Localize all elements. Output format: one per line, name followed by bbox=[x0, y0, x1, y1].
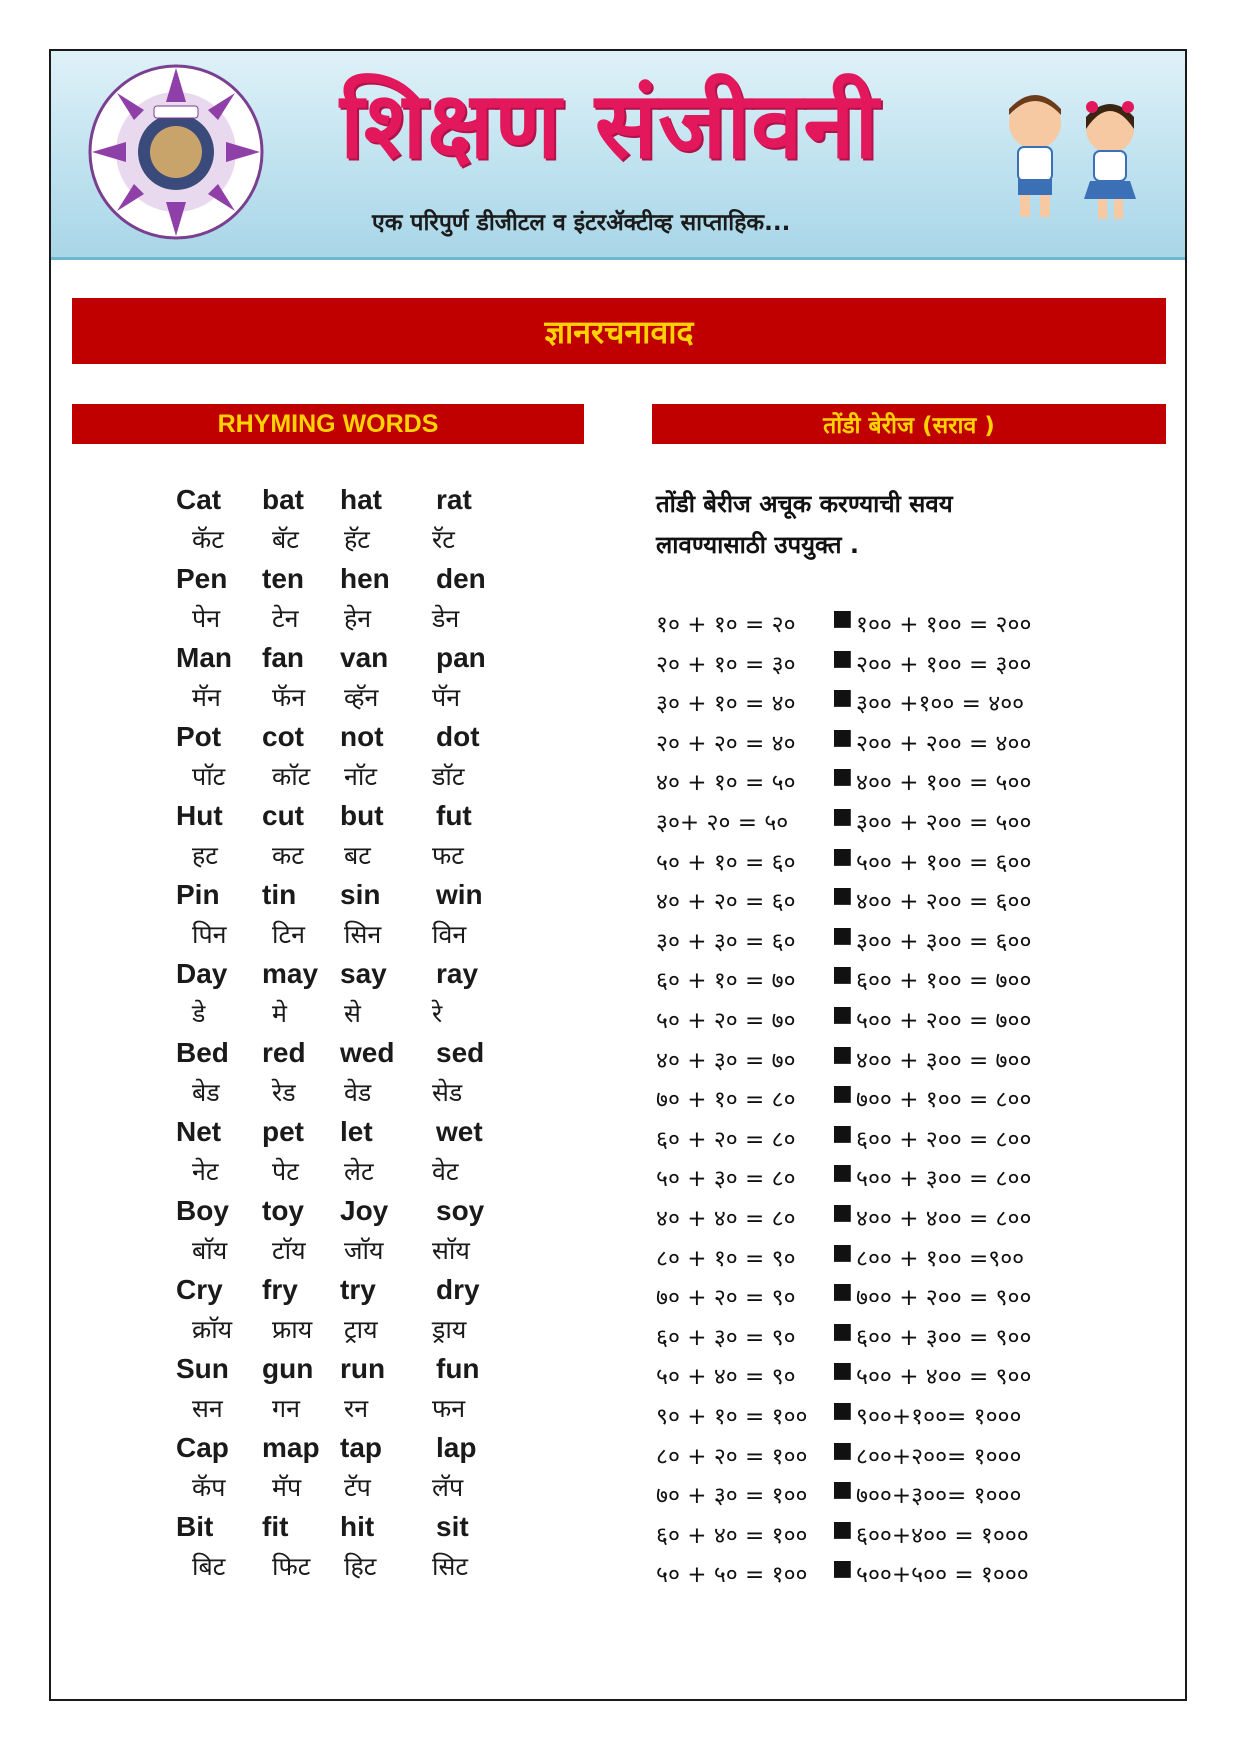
english-word: Bit bbox=[176, 1511, 214, 1542]
tens-sum: ५० + ३० = ८० bbox=[656, 1166, 796, 1193]
english-word: bat bbox=[262, 484, 304, 515]
english-word: not bbox=[340, 721, 384, 752]
marathi-pronunciation: सन bbox=[192, 1394, 223, 1423]
english-word: sin bbox=[340, 879, 381, 910]
rhyme-row-english bbox=[140, 1511, 560, 1551]
english-word: tap bbox=[340, 1432, 382, 1463]
marathi-pronunciation: साॅय bbox=[432, 1236, 470, 1265]
bullet-square-icon: ■ bbox=[832, 1120, 853, 1146]
bullet-square-icon: ■ bbox=[832, 1358, 853, 1384]
marathi-pronunciation: गन bbox=[272, 1394, 300, 1423]
english-word: lap bbox=[436, 1432, 477, 1463]
marathi-pronunciation: हट bbox=[192, 841, 218, 870]
tens-sum: ५० + १० = ६० bbox=[656, 849, 796, 876]
tens-sum: ७० + २० = ९० bbox=[656, 1285, 796, 1312]
tens-sum: ३० + १० = ४० bbox=[656, 691, 796, 718]
english-word: Day bbox=[176, 958, 228, 989]
rhyme-row-english bbox=[140, 484, 560, 524]
tens-sum: ६० + ४० = १०० bbox=[656, 1522, 808, 1549]
rhyme-row-english bbox=[140, 800, 560, 840]
english-word: fan bbox=[262, 642, 304, 673]
tens-sum: ८० + १० = ९० bbox=[656, 1245, 796, 1272]
marathi-pronunciation: हेन bbox=[344, 604, 372, 633]
logo-icon bbox=[88, 64, 264, 240]
tens-sum: ५० + २० = ७० bbox=[656, 1008, 796, 1034]
marathi-pronunciation: पॅन bbox=[432, 683, 461, 712]
hundreds-sum: ७०० + २०० = ९०० bbox=[856, 1285, 1032, 1312]
english-word: Man bbox=[176, 642, 232, 673]
marathi-pronunciation: मॅप bbox=[272, 1473, 302, 1502]
rhyme-row-marathi bbox=[140, 1391, 560, 1431]
english-word: sit bbox=[436, 1511, 469, 1542]
tens-sum: २० + २० = ४० bbox=[656, 730, 796, 757]
hundreds-sum: ३०० + २०० = ५०० bbox=[856, 810, 1032, 836]
oral-addition-heading-label: तोंडी बेरीज (सराव ) bbox=[823, 413, 995, 439]
marathi-pronunciation: कॅप bbox=[192, 1473, 226, 1502]
rhyme-row-english bbox=[140, 958, 560, 998]
hundreds-sum: ३०० + ३०० = ६०० bbox=[856, 928, 1032, 955]
intro-line: तोंडी बेरीज अचूक करण्याची सवय bbox=[656, 490, 953, 518]
tens-sum: २० + १० = ३० bbox=[656, 651, 796, 678]
rhyming-words-heading-label: RHYMING WORDS bbox=[217, 409, 439, 438]
marathi-pronunciation: रन bbox=[344, 1394, 369, 1423]
bullet-square-icon: ■ bbox=[832, 606, 853, 631]
hundreds-sum: ४०० + २०० = ६०० bbox=[856, 889, 1032, 916]
english-word: ray bbox=[436, 958, 479, 989]
english-word: run bbox=[340, 1353, 386, 1384]
section-banner bbox=[72, 298, 1166, 364]
tens-sum: ९० + १० = १०० bbox=[656, 1404, 808, 1430]
tens-sum: ६० + १० = ७० bbox=[656, 968, 796, 995]
rhyme-row-english bbox=[140, 1116, 560, 1156]
tens-sum: ६० + २० = ८० bbox=[656, 1126, 796, 1153]
bullet-square-icon: ■ bbox=[832, 883, 853, 909]
english-word: Boy bbox=[176, 1195, 229, 1226]
marathi-pronunciation: डाॅट bbox=[432, 762, 465, 791]
rhyming-words-heading bbox=[72, 404, 584, 444]
bullet-square-icon: ■ bbox=[832, 685, 853, 711]
hundreds-sum: २०० + १०० = ३०० bbox=[856, 651, 1032, 678]
rhyme-row-marathi bbox=[140, 1549, 560, 1589]
kids-illustration-icon bbox=[980, 85, 1160, 225]
english-word: let bbox=[340, 1116, 373, 1147]
bullet-square-icon: ■ bbox=[832, 962, 853, 988]
bullet-square-icon: ■ bbox=[832, 1398, 853, 1423]
english-word: Cry bbox=[176, 1274, 223, 1305]
marathi-pronunciation: बट bbox=[344, 841, 371, 870]
english-word: map bbox=[262, 1432, 320, 1463]
marathi-pronunciation: सिन bbox=[344, 920, 382, 949]
banner-title: ज्ञानरचनावाद bbox=[544, 312, 694, 351]
english-word: dry bbox=[436, 1274, 480, 1305]
marathi-pronunciation: पेट bbox=[272, 1157, 299, 1186]
brand-tagline: एक परिपुर्ण डीजीटल व इंटरॲक्टीव्ह साप्ताहिक... bbox=[372, 210, 791, 236]
rhyme-row-marathi bbox=[140, 759, 560, 799]
marathi-pronunciation: क्राॅय bbox=[192, 1315, 233, 1344]
tens-sum: ५० + ४० = ९० bbox=[656, 1364, 796, 1391]
tens-sum: १० + १० = २० bbox=[656, 612, 796, 638]
rhyme-row-marathi bbox=[140, 1470, 560, 1510]
marathi-pronunciation: रे bbox=[432, 999, 443, 1028]
marathi-pronunciation: टाॅय bbox=[272, 1236, 306, 1265]
hundreds-sum: ९००+१००= १००० bbox=[856, 1404, 1022, 1430]
english-word: Pot bbox=[176, 721, 222, 752]
hundreds-sum: ३०० +१०० = ४०० bbox=[856, 691, 1025, 718]
hundreds-sum: ५०० + २०० = ७०० bbox=[856, 1008, 1032, 1034]
hundreds-sum: ४०० + १०० = ५०० bbox=[856, 770, 1032, 797]
english-word: try bbox=[340, 1274, 376, 1305]
english-word: hen bbox=[340, 563, 390, 594]
hundreds-sum: ७०० + १०० = ८०० bbox=[856, 1087, 1032, 1114]
rhyme-row-marathi bbox=[140, 996, 560, 1036]
bullet-square-icon: ■ bbox=[832, 1437, 853, 1463]
bullet-square-icon: ■ bbox=[832, 1239, 853, 1265]
marathi-pronunciation: फॅन bbox=[272, 683, 306, 712]
hundreds-sum: ६००+४०० = १००० bbox=[856, 1522, 1029, 1549]
bullet-square-icon: ■ bbox=[832, 1081, 853, 1107]
marathi-pronunciation: टेन bbox=[272, 604, 299, 633]
english-word: Net bbox=[176, 1116, 222, 1147]
bullet-square-icon: ■ bbox=[832, 922, 853, 948]
hundreds-sum: ५०० + ३०० = ८०० bbox=[856, 1166, 1032, 1193]
marathi-pronunciation: नाॅट bbox=[344, 762, 377, 791]
english-word: Pen bbox=[176, 563, 228, 594]
tens-sum: ४० + ४० = ८० bbox=[656, 1206, 796, 1232]
english-word: fry bbox=[262, 1274, 298, 1305]
marathi-pronunciation: कॅट bbox=[192, 525, 224, 554]
tens-sum: ६० + ३० = ९० bbox=[656, 1324, 796, 1351]
marathi-pronunciation: बॅट bbox=[272, 525, 299, 554]
english-word: Hut bbox=[176, 800, 223, 831]
marathi-pronunciation: मॅन bbox=[192, 683, 221, 712]
hundreds-sum: ६०० + २०० = ८०० bbox=[856, 1126, 1032, 1153]
tens-sum: ४० + १० = ५० bbox=[656, 770, 796, 797]
english-word: fun bbox=[436, 1353, 480, 1384]
english-word: soy bbox=[436, 1195, 485, 1226]
english-word: say bbox=[340, 958, 387, 989]
marathi-pronunciation: पिन bbox=[192, 920, 227, 949]
english-word: pet bbox=[262, 1116, 304, 1147]
english-word: Cap bbox=[176, 1432, 229, 1463]
tens-sum: ७० + १० = ८० bbox=[656, 1087, 796, 1114]
marathi-pronunciation: काॅट bbox=[272, 762, 311, 791]
english-word: Bed bbox=[176, 1037, 229, 1068]
english-word: van bbox=[340, 642, 389, 673]
hundreds-sum: १०० + १०० = २०० bbox=[856, 612, 1032, 638]
hundreds-sum: ८०० + १०० =९०० bbox=[856, 1245, 1025, 1272]
rhyme-row-english bbox=[140, 1432, 560, 1472]
marathi-pronunciation: फट bbox=[432, 841, 464, 870]
marathi-pronunciation: फिट bbox=[272, 1552, 311, 1581]
tens-sum: ४० + ३० = ७० bbox=[656, 1047, 796, 1074]
bullet-square-icon: ■ bbox=[832, 1279, 853, 1305]
marathi-pronunciation: हॅट bbox=[344, 525, 370, 554]
marathi-pronunciation: डेन bbox=[432, 604, 460, 633]
marathi-pronunciation: टॅप bbox=[344, 1473, 371, 1502]
marathi-pronunciation: बाॅय bbox=[192, 1236, 228, 1265]
english-word: fut bbox=[436, 800, 472, 831]
english-word: sed bbox=[436, 1037, 485, 1068]
english-word: win bbox=[436, 879, 483, 910]
hundreds-sum: ६०० + १०० = ७०० bbox=[856, 968, 1032, 995]
rhyme-row-marathi bbox=[140, 522, 560, 562]
marathi-pronunciation: ड्राय bbox=[432, 1315, 467, 1344]
marathi-pronunciation: फ्राय bbox=[272, 1315, 313, 1344]
marathi-pronunciation: पाॅट bbox=[192, 762, 226, 791]
english-word: but bbox=[340, 800, 384, 831]
english-word: cot bbox=[262, 721, 304, 752]
marathi-pronunciation: व्हॅन bbox=[344, 683, 379, 712]
marathi-pronunciation: पेन bbox=[192, 604, 221, 633]
rhyme-row-english bbox=[140, 879, 560, 919]
tens-sum: ४० + २० = ६० bbox=[656, 889, 796, 916]
bullet-square-icon: ■ bbox=[832, 764, 853, 790]
marathi-pronunciation: जाॅय bbox=[344, 1236, 384, 1265]
marathi-pronunciation: मे bbox=[272, 999, 287, 1028]
english-word: Pin bbox=[176, 879, 220, 910]
rhyme-row-english bbox=[140, 1037, 560, 1077]
marathi-pronunciation: सिट bbox=[432, 1552, 468, 1581]
marathi-pronunciation: बिट bbox=[192, 1552, 226, 1581]
rhyme-row-english bbox=[140, 1195, 560, 1235]
marathi-pronunciation: लेट bbox=[344, 1157, 374, 1186]
english-word: ten bbox=[262, 563, 304, 594]
rhyme-row-english bbox=[140, 1274, 560, 1314]
marathi-pronunciation: सेड bbox=[432, 1078, 463, 1107]
rhyme-row-english bbox=[140, 1353, 560, 1393]
english-word: Sun bbox=[176, 1353, 229, 1384]
marathi-pronunciation: फन bbox=[432, 1394, 466, 1423]
marathi-pronunciation: नेट bbox=[192, 1157, 219, 1186]
marathi-pronunciation: विन bbox=[432, 920, 467, 949]
marathi-pronunciation: वेट bbox=[432, 1157, 459, 1186]
english-word: rat bbox=[436, 484, 472, 515]
marathi-pronunciation: कट bbox=[272, 841, 304, 870]
english-word: cut bbox=[262, 800, 304, 831]
bullet-square-icon: ■ bbox=[832, 645, 853, 671]
hundreds-sum: ७००+३००= १००० bbox=[856, 1483, 1022, 1510]
marathi-pronunciation: लॅप bbox=[432, 1473, 464, 1502]
english-word: tin bbox=[262, 879, 297, 910]
marathi-pronunciation: टिन bbox=[272, 920, 305, 949]
rhyme-row-marathi bbox=[140, 838, 560, 878]
hundreds-sum: ४०० + ४०० = ८०० bbox=[856, 1206, 1032, 1232]
rhyme-row-marathi bbox=[140, 601, 560, 641]
bullet-square-icon: ■ bbox=[832, 724, 853, 750]
hundreds-sum: ५०० + ४०० = ९०० bbox=[856, 1364, 1032, 1391]
hundreds-sum: ६०० + ३०० = ९०० bbox=[856, 1324, 1032, 1351]
marathi-pronunciation: बेड bbox=[192, 1078, 220, 1107]
english-word: Cat bbox=[176, 484, 222, 515]
marathi-pronunciation: डे bbox=[192, 999, 206, 1028]
bullet-square-icon: ■ bbox=[832, 1516, 853, 1542]
bullet-square-icon: ■ bbox=[832, 1556, 853, 1582]
oral-addition-heading bbox=[652, 404, 1166, 444]
hundreds-sum: २०० + २०० = ४०० bbox=[856, 730, 1032, 757]
rhyme-row-english bbox=[140, 721, 560, 761]
rhyme-row-marathi bbox=[140, 1233, 560, 1273]
hundreds-sum: ४०० + ३०० = ७०० bbox=[856, 1047, 1032, 1074]
bullet-square-icon: ■ bbox=[832, 1002, 853, 1027]
marathi-pronunciation: वेड bbox=[344, 1078, 372, 1107]
bullet-square-icon: ■ bbox=[832, 843, 853, 869]
rhyme-row-marathi bbox=[140, 917, 560, 957]
rhyme-row-marathi bbox=[140, 1312, 560, 1352]
marathi-pronunciation: से bbox=[344, 999, 361, 1028]
rhyme-row-marathi bbox=[140, 1075, 560, 1115]
hundreds-sum: ५०० + १०० = ६०० bbox=[856, 849, 1032, 876]
tens-sum: ३०+ २० = ५० bbox=[656, 810, 789, 836]
english-word: fit bbox=[262, 1511, 289, 1542]
english-word: den bbox=[436, 563, 486, 594]
bullet-square-icon: ■ bbox=[832, 1160, 853, 1186]
intro-line: लावण्यासाठी उपयुक्त . bbox=[656, 531, 860, 559]
rhyme-row-english bbox=[140, 642, 560, 682]
bullet-square-icon: ■ bbox=[832, 1318, 853, 1344]
english-word: wed bbox=[340, 1037, 395, 1068]
bullet-square-icon: ■ bbox=[832, 1200, 853, 1225]
hundreds-sum: ५००+५०० = १००० bbox=[856, 1562, 1029, 1589]
bullet-square-icon: ■ bbox=[832, 1041, 853, 1067]
english-word: wet bbox=[436, 1116, 483, 1147]
english-word: hat bbox=[340, 484, 382, 515]
english-word: pan bbox=[436, 642, 486, 673]
rhyme-row-marathi bbox=[140, 1154, 560, 1194]
brand-title: शिक्षण संजीवनी bbox=[340, 72, 880, 179]
tens-sum: ३० + ३० = ६० bbox=[656, 928, 796, 955]
tens-sum: ८० + २० = १०० bbox=[656, 1443, 808, 1470]
oral-addition-intro bbox=[656, 484, 953, 566]
bullet-square-icon: ■ bbox=[832, 804, 853, 829]
marathi-pronunciation: रॅट bbox=[432, 525, 455, 554]
bullet-square-icon: ■ bbox=[832, 1477, 853, 1503]
tens-sum: ५० + ५० = १०० bbox=[656, 1562, 808, 1589]
rhyme-row-english bbox=[140, 563, 560, 603]
marathi-pronunciation: रेड bbox=[272, 1078, 296, 1107]
rhyme-row-marathi bbox=[140, 680, 560, 720]
marathi-pronunciation: हिट bbox=[344, 1552, 377, 1581]
english-word: hit bbox=[340, 1511, 375, 1542]
english-word: may bbox=[262, 958, 319, 989]
hundreds-sum: ८००+२००= १००० bbox=[856, 1443, 1022, 1470]
english-word: red bbox=[262, 1037, 306, 1068]
english-word: Joy bbox=[340, 1195, 389, 1226]
english-word: dot bbox=[436, 721, 480, 752]
marathi-pronunciation: ट्राय bbox=[344, 1315, 378, 1344]
english-word: toy bbox=[262, 1195, 304, 1226]
tens-sum: ७० + ३० = १०० bbox=[656, 1483, 808, 1510]
english-word: gun bbox=[262, 1353, 314, 1384]
